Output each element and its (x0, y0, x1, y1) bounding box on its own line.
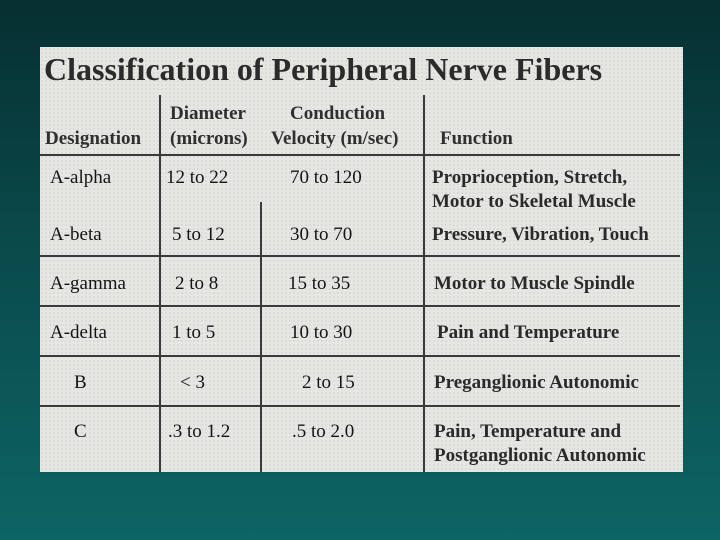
column-divider (159, 95, 161, 472)
header-divider (40, 154, 680, 156)
cell-function: Pressure, Vibration, Touch (432, 224, 649, 245)
header-conduction-line2: Velocity (m/sec) (271, 128, 399, 149)
cell-function-line2: Postganglionic Autonomic (434, 445, 646, 466)
cell-function: Preganglionic Autonomic (434, 372, 639, 393)
cell-designation: A-gamma (50, 273, 126, 294)
cell-designation: A-alpha (50, 167, 112, 188)
row-divider (40, 405, 680, 407)
cell-diameter: 1 to 5 (172, 322, 216, 343)
cell-designation: B (74, 372, 87, 393)
cell-velocity: 30 to 70 (290, 224, 353, 245)
cell-function-line2: Motor to Skeletal Muscle (432, 191, 636, 212)
column-divider (423, 95, 425, 472)
cell-diameter: < 3 (180, 372, 205, 393)
header-diameter-line2: (microns) (170, 128, 248, 149)
header-diameter-line1: Diameter (170, 103, 246, 124)
row-divider (40, 305, 680, 307)
slide-panel (40, 47, 683, 472)
header-designation: Designation (45, 128, 142, 149)
cell-function: Motor to Muscle Spindle (434, 273, 635, 294)
cell-diameter: 12 to 22 (166, 167, 229, 188)
cell-function: Pain, Temperature and (434, 421, 622, 442)
cell-diameter: 2 to 8 (175, 273, 219, 294)
cell-velocity: 70 to 120 (290, 167, 362, 188)
cell-function: Pain and Temperature (437, 322, 620, 343)
header-function: Function (440, 128, 513, 149)
cell-velocity: .5 to 2.0 (292, 421, 355, 442)
header-conduction-line1: Conduction (290, 103, 386, 124)
column-divider (260, 202, 262, 472)
cell-designation: A-beta (50, 224, 102, 245)
cell-velocity: 10 to 30 (290, 322, 353, 343)
cell-velocity: 2 to 15 (302, 372, 355, 393)
cell-diameter: .3 to 1.2 (168, 421, 231, 442)
cell-velocity: 15 to 35 (288, 273, 351, 294)
cell-designation: C (74, 421, 87, 442)
row-divider (40, 355, 680, 357)
cell-function: Proprioception, Stretch, (432, 167, 628, 188)
slide-title: Classification of Peripheral Nerve Fibers (44, 51, 603, 87)
cell-diameter: 5 to 12 (172, 224, 225, 245)
row-divider (40, 255, 680, 257)
cell-designation: A-delta (50, 322, 107, 343)
